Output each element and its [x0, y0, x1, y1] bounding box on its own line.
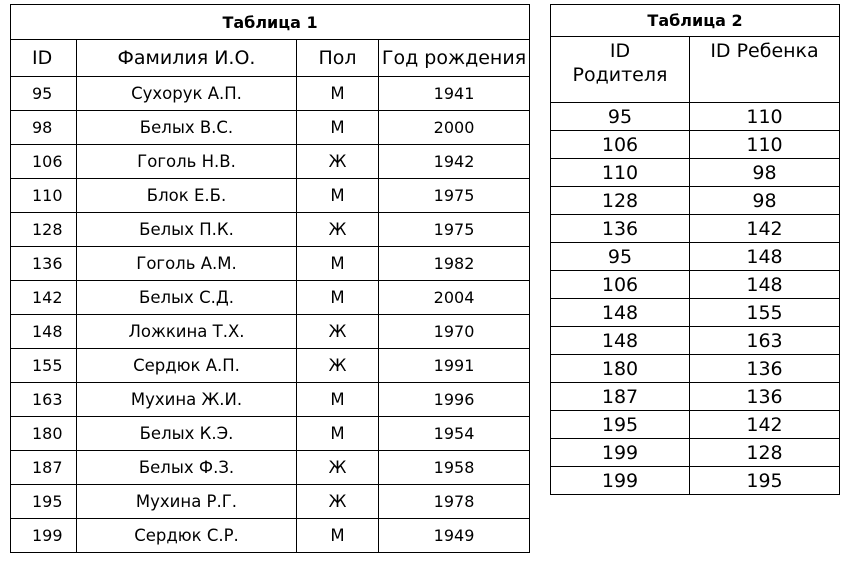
cell-sex: М [297, 281, 379, 315]
column-header-parent-id [551, 37, 690, 103]
table-row [551, 467, 840, 495]
table-row [551, 159, 840, 187]
cell-birth-year: 2000 [379, 111, 530, 145]
cell-sex: Ж [297, 315, 379, 349]
cell-birth-year: 1958 [379, 451, 530, 485]
cell-child-id: 142 [690, 215, 840, 243]
table-row [11, 417, 530, 451]
cell-id: 136 [11, 247, 77, 281]
cell-name: Сердюк А.П. [77, 349, 297, 383]
table-row [551, 243, 840, 271]
cell-birth-year: 1975 [379, 213, 530, 247]
table-row [11, 213, 530, 247]
header-line: Родителя [572, 64, 668, 86]
table-1 [10, 4, 530, 553]
cell-name: Белых К.Э. [77, 417, 297, 451]
header-line: ID Ребенка [710, 40, 819, 62]
table-row [551, 439, 840, 467]
table-row [551, 355, 840, 383]
cell-birth-year: 2004 [379, 281, 530, 315]
cell-child-id: 163 [690, 327, 840, 355]
cell-child-id: 136 [690, 355, 840, 383]
cell-birth-year: 1941 [379, 77, 530, 111]
column-header-child-id [690, 37, 840, 103]
column-header-name: Фамилия И.О. [77, 40, 297, 77]
cell-name: Белых С.Д. [77, 281, 297, 315]
cell-parent-id: 180 [551, 355, 690, 383]
cell-sex: М [297, 247, 379, 281]
table-row [551, 271, 840, 299]
cell-birth-year: 1949 [379, 519, 530, 553]
table-row [551, 215, 840, 243]
table-2-header-row [551, 37, 840, 103]
cell-child-id: 142 [690, 411, 840, 439]
cell-id: 180 [11, 417, 77, 451]
cell-sex: М [297, 77, 379, 111]
cell-id: 187 [11, 451, 77, 485]
cell-child-id: 136 [690, 383, 840, 411]
cell-child-id: 110 [690, 103, 840, 131]
table-row [551, 187, 840, 215]
cell-child-id: 128 [690, 439, 840, 467]
table-row [11, 77, 530, 111]
cell-parent-id: 110 [551, 159, 690, 187]
cell-id: 195 [11, 485, 77, 519]
table-row [551, 327, 840, 355]
table-row [11, 281, 530, 315]
cell-name: Белых В.С. [77, 111, 297, 145]
cell-child-id: 98 [690, 187, 840, 215]
cell-sex: Ж [297, 213, 379, 247]
table-row [11, 349, 530, 383]
cell-birth-year: 1975 [379, 179, 530, 213]
cell-parent-id: 199 [551, 467, 690, 495]
cell-birth-year: 1978 [379, 485, 530, 519]
table-row [551, 383, 840, 411]
cell-sex: М [297, 519, 379, 553]
cell-parent-id: 106 [551, 131, 690, 159]
table-row [11, 247, 530, 281]
cell-id: 128 [11, 213, 77, 247]
table-row [11, 485, 530, 519]
cell-name: Блок Е.Б. [77, 179, 297, 213]
column-header-sex: Пол [297, 40, 379, 77]
cell-sex: М [297, 179, 379, 213]
table-row [11, 451, 530, 485]
cell-child-id: 195 [690, 467, 840, 495]
cell-parent-id: 148 [551, 299, 690, 327]
cell-birth-year: 1991 [379, 349, 530, 383]
cell-sex: М [297, 383, 379, 417]
column-header-birth-year: Год рождения [379, 40, 530, 77]
table-1-header-row [11, 40, 530, 77]
cell-name: Ложкина Т.Х. [77, 315, 297, 349]
cell-id: 98 [11, 111, 77, 145]
cell-parent-id: 136 [551, 215, 690, 243]
cell-name: Белых Ф.З. [77, 451, 297, 485]
table-row [551, 131, 840, 159]
cell-sex: М [297, 417, 379, 451]
cell-birth-year: 1942 [379, 145, 530, 179]
header-line: ID [609, 40, 631, 62]
table-row [11, 315, 530, 349]
cell-child-id: 155 [690, 299, 840, 327]
cell-parent-id: 95 [551, 243, 690, 271]
cell-name: Сердюк С.Р. [77, 519, 297, 553]
table-row [11, 179, 530, 213]
table-row [551, 299, 840, 327]
cell-id: 155 [11, 349, 77, 383]
table-2 [550, 4, 840, 495]
cell-parent-id: 199 [551, 439, 690, 467]
table-row [551, 411, 840, 439]
cell-id: 95 [11, 77, 77, 111]
cell-id: 199 [11, 519, 77, 553]
cell-sex: М [297, 111, 379, 145]
cell-id: 142 [11, 281, 77, 315]
cell-name: Гоголь А.М. [77, 247, 297, 281]
cell-sex: Ж [297, 485, 379, 519]
table-row [11, 111, 530, 145]
table-row [551, 103, 840, 131]
cell-name: Сухорук А.П. [77, 77, 297, 111]
column-header-id: ID [11, 40, 77, 77]
cell-birth-year: 1982 [379, 247, 530, 281]
table-2-title: Таблица 2 [551, 5, 840, 37]
table-row [11, 519, 530, 553]
table-row [11, 383, 530, 417]
table-1-title: Таблица 1 [11, 5, 530, 40]
cell-sex: Ж [297, 349, 379, 383]
cell-name: Мухина Р.Г. [77, 485, 297, 519]
cell-child-id: 110 [690, 131, 840, 159]
cell-parent-id: 187 [551, 383, 690, 411]
cell-parent-id: 128 [551, 187, 690, 215]
cell-parent-id: 95 [551, 103, 690, 131]
cell-name: Белых П.К. [77, 213, 297, 247]
cell-birth-year: 1970 [379, 315, 530, 349]
cell-child-id: 98 [690, 159, 840, 187]
cell-birth-year: 1954 [379, 417, 530, 451]
cell-id: 110 [11, 179, 77, 213]
cell-child-id: 148 [690, 243, 840, 271]
cell-name: Мухина Ж.И. [77, 383, 297, 417]
cell-sex: Ж [297, 145, 379, 179]
cell-parent-id: 106 [551, 271, 690, 299]
cell-parent-id: 148 [551, 327, 690, 355]
cell-name: Гоголь Н.В. [77, 145, 297, 179]
cell-sex: Ж [297, 451, 379, 485]
cell-id: 106 [11, 145, 77, 179]
cell-id: 163 [11, 383, 77, 417]
cell-child-id: 148 [690, 271, 840, 299]
cell-parent-id: 195 [551, 411, 690, 439]
table-row [11, 145, 530, 179]
cell-birth-year: 1996 [379, 383, 530, 417]
cell-id: 148 [11, 315, 77, 349]
